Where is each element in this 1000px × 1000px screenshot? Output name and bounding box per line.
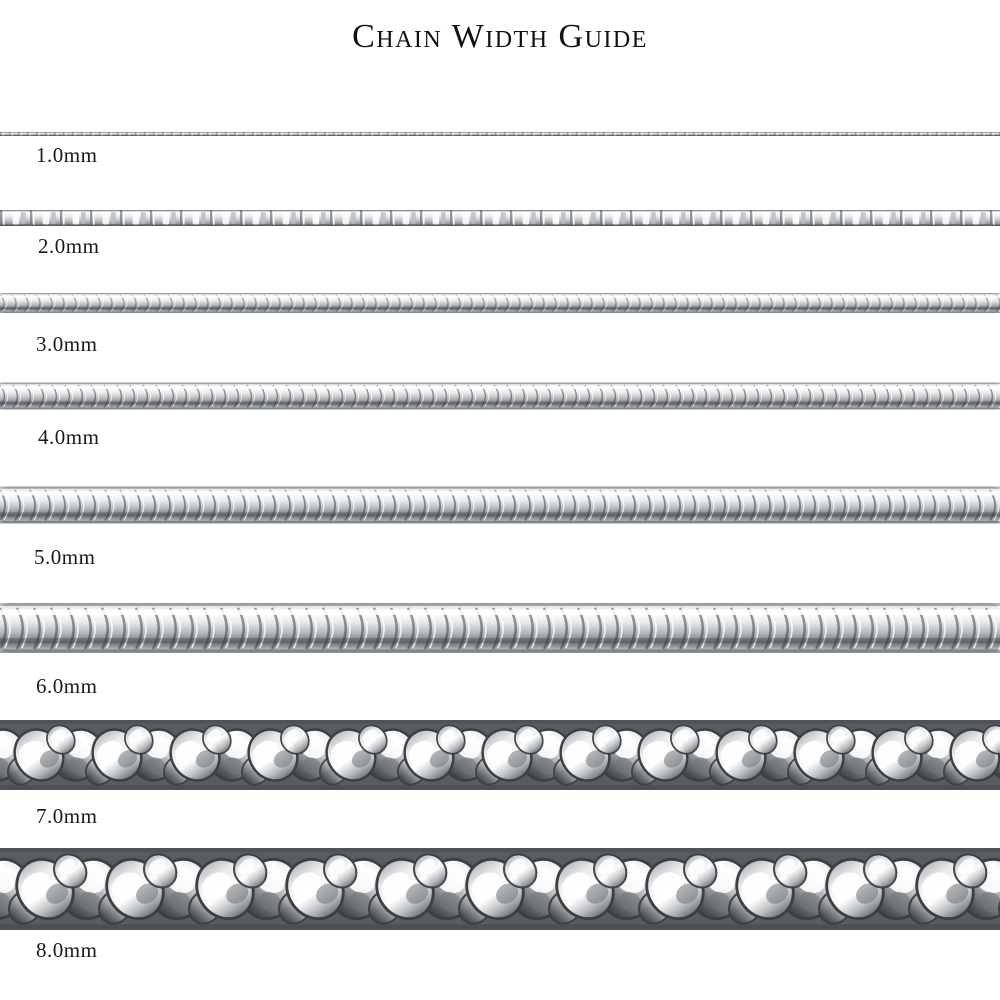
chain-sample-5-0mm <box>0 482 1000 528</box>
chain-sample-1-0mm <box>0 126 1000 142</box>
chain-width-label: 7.0mm <box>36 804 98 828</box>
chain-sample-8-0mm <box>0 845 1000 933</box>
chain-width-label: 1.0mm <box>36 143 98 167</box>
chain-width-label: 4.0mm <box>38 425 100 449</box>
chain-sample-4-0mm <box>0 378 1000 414</box>
chain-sample-3-0mm <box>0 288 1000 318</box>
chain-width-label: 8.0mm <box>36 938 98 962</box>
chain-width-label: 6.0mm <box>36 674 98 698</box>
chain-sample-6-0mm <box>0 598 1000 658</box>
page-title: Chain Width Guide <box>352 18 648 55</box>
chain-width-label: 5.0mm <box>34 545 96 569</box>
chain-sample-2-0mm <box>0 204 1000 232</box>
chain-sample-7-0mm <box>0 716 1000 794</box>
chain-width-label: 3.0mm <box>36 332 98 356</box>
chain-width-label: 2.0mm <box>38 234 100 258</box>
